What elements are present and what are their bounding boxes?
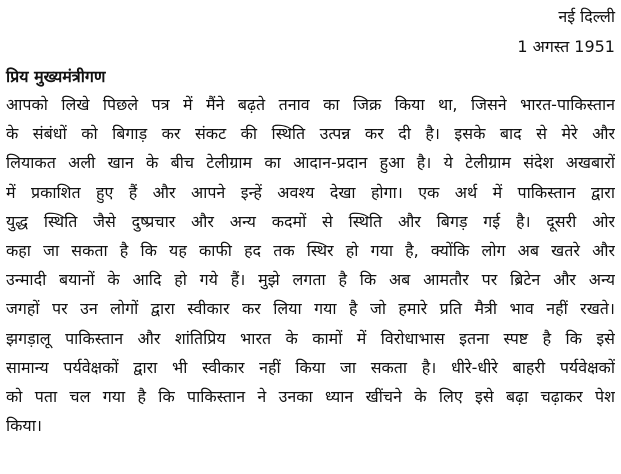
body-line: को पता चल गया है कि पाकिस्तान ने उनका ध्यान खींचने के लिए इसे बढ़ा चढ़ाकर पेश bbox=[6, 387, 615, 407]
body-line: झगड़ालू पाकिस्तान और शांतिप्रिय भारत के कामों में विरोधाभास इतना स्पष्ट है कि इसे bbox=[6, 328, 615, 348]
letter-date: 1 अगस्त 1951 bbox=[517, 37, 615, 56]
body-line: उन्मादी बयानों के आदि हो गये हैं। मुझे लगता है कि अब आमतौर पर ब्रिटेन और अन्य bbox=[6, 270, 615, 290]
body-line: सामान्य पर्यवेक्षकों द्वारा भी स्वीकार नहीं किया जा सकता है। धीरे-धीरे बाहरी पर्यवेक्षकों bbox=[6, 357, 615, 377]
letter-salutation: प्रिय मुख्यमंत्रीगण bbox=[6, 67, 106, 86]
letter-body bbox=[6, 90, 615, 440]
letter-place: नई दिल्ली bbox=[558, 7, 615, 26]
body-line: जगहों पर उन लोगों द्वारा स्वीकार कर लिया गया है जो हमारे प्रति मैत्री भाव नहीं रखते। bbox=[6, 299, 615, 319]
body-line: किया। bbox=[6, 416, 42, 436]
body-line: आपको लिखे पिछले पत्र में मैंने बढ़ते तनाव का जिक्र किया था, जिसने भारत-पाकिस्तान bbox=[6, 95, 615, 114]
body-line: लियाकत अली खान के बीच टेलीग्राम का आदान-प्रदान हुआ है। ये टेलीग्राम संदेश अखबारों bbox=[6, 153, 615, 173]
body-line: के संबंधों को बिगाड़ कर संकट की स्थिति उत्पन्न कर दी है। इसके बाद से मेरे और bbox=[6, 124, 615, 144]
body-line: में प्रकाशित हुए हैं और आपने इन्हें अवश्य देखा होगा। एक अर्थ में पाकिस्तान द्वारा bbox=[6, 182, 615, 202]
letter-header bbox=[6, 2, 615, 62]
body-line: युद्ध स्थिति जैसे दुष्प्रचार और अन्य कदमों से स्थिति और बिगड़ गई है। दूसरी ओर bbox=[6, 211, 615, 231]
body-line: कहा जा सकता है कि यह काफी हद तक स्थिर हो गया है, क्योंकि लोग अब खतरे और bbox=[6, 241, 615, 261]
